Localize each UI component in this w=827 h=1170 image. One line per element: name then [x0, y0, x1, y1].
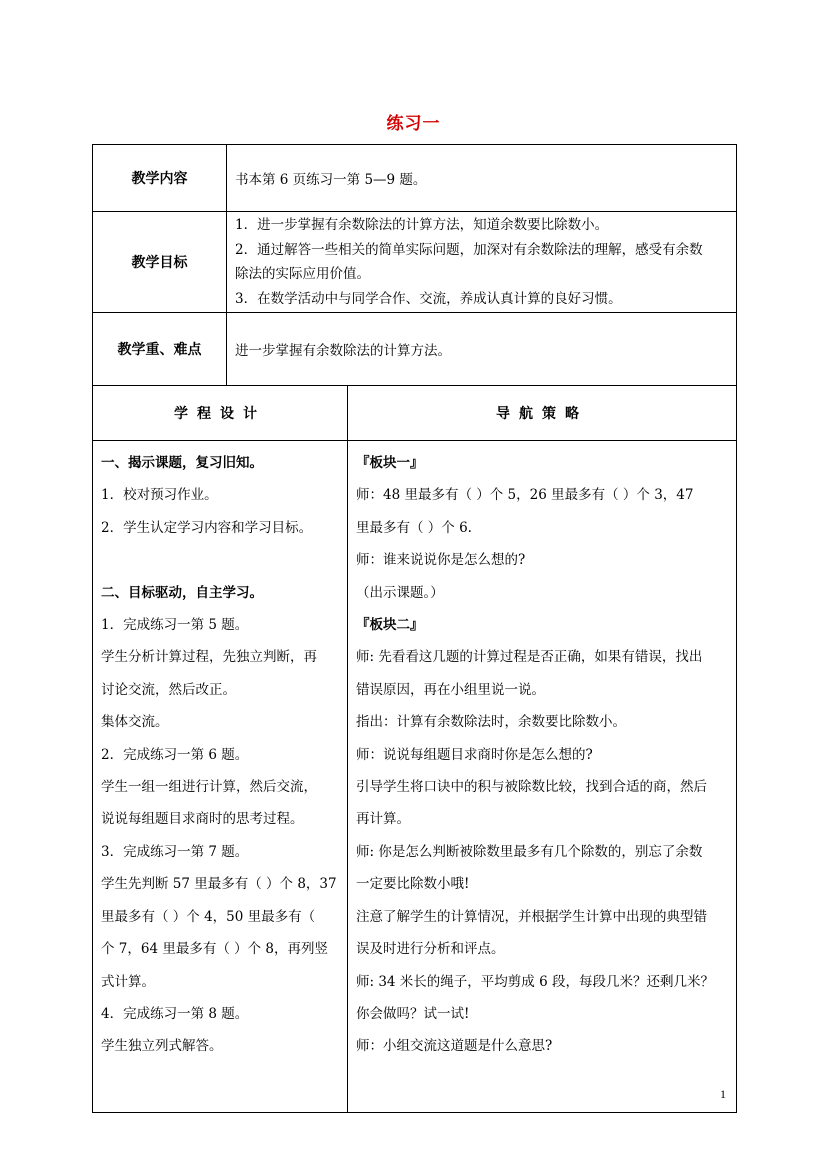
content-row: [93, 145, 737, 212]
goal-line: 1．进一步掌握有余数除法的计算方法，知道余数要比除数小。: [235, 217, 609, 233]
right-line: （出示课题。）: [356, 584, 444, 601]
left-line: 学生一组一组进行计算，然后交流，: [101, 779, 317, 796]
left-line: 式计算。: [101, 973, 155, 990]
goal-list: [227, 212, 737, 313]
left-line: 1．完成练习一第 5 题。: [101, 617, 249, 634]
section-heading: 一、揭示课题，复习旧知。: [101, 455, 263, 471]
left-line: 集体交流。: [101, 714, 169, 731]
key-text: 进一步掌握有余数除法的计算方法。: [227, 313, 737, 386]
goal-line: 3．在数学活动中与同学合作、交流，养成认真计算的良好习惯。: [235, 290, 622, 307]
content-text: 书本第 6 页练习一第 5—9 题。: [227, 145, 737, 212]
right-line: 师: 先看看这几题的计算过程是否正确，如果有错误，找出: [356, 649, 703, 666]
right-line: 一定要比除数小哦!: [356, 876, 470, 893]
right-line: 师: 34 米长的绳子，平均剪成 6 段，每段几米？还剩几米？: [356, 973, 714, 990]
lesson-info-table: [92, 144, 737, 386]
design-header-row: [93, 386, 737, 441]
page-number: 1: [720, 1087, 726, 1101]
left-line: 说说每组题目求商时的思考过程。: [101, 811, 304, 828]
right-line: 师：小组交流这道题是什么意思?: [356, 1038, 553, 1055]
goal-label: 教学目标: [93, 212, 227, 313]
right-line: 错误原因，再在小组里说一说。: [356, 681, 545, 698]
content-label: 教学内容: [93, 145, 227, 212]
left-line: 2．完成练习一第 6 题。: [101, 746, 249, 763]
block-heading: 『板块二』: [356, 617, 424, 634]
lesson-design-table: [92, 385, 737, 1113]
left-line: 4．完成练习一第 8 题。: [101, 1005, 249, 1022]
left-line: 里最多有（ ）个 4，50 里最多有（: [101, 908, 316, 925]
document-title: 练习一: [386, 114, 441, 134]
goal-row: [93, 212, 737, 313]
design-body-row: [93, 441, 737, 1113]
right-line: 指出：计算有余数除法时，余数要比除数小。: [356, 714, 626, 731]
left-line: 3．完成练习一第 7 题。: [101, 843, 249, 860]
right-line: 引导学生将口诀中的积与被除数比较，找到合适的商，然后: [356, 779, 707, 796]
goal-line: 2．通过解答一些相关的简单实际问题，加深对有余数除法的理解，感受有余数: [235, 241, 703, 258]
right-line: 师: 你是怎么判断被除数里最多有几个除数的，别忘了余数: [356, 843, 703, 860]
left-line: 学生分析计算过程，先独立判断，再: [101, 649, 317, 666]
right-line: 师：说说每组题目求商时你是怎么想的?: [356, 746, 593, 763]
left-column: [93, 441, 348, 1113]
left-line: 1．校对预习作业。: [101, 487, 218, 504]
right-line: 再计算。: [356, 811, 410, 828]
left-line: 2．学生认定学习内容和学习目标。: [101, 519, 313, 536]
goal-line: 除法的实际应用价值。: [235, 266, 370, 282]
key-row: [93, 313, 737, 386]
left-line: 学生先判断 57 里最多有（ ）个 8，37: [101, 876, 337, 893]
left-column-header: 学程设计: [93, 386, 348, 441]
right-line: 里最多有（ ）个 6.: [356, 519, 472, 536]
right-line: 你会做吗？试一试!: [356, 1005, 470, 1022]
right-column: [348, 441, 737, 1113]
right-line: 师：48 里最多有（ ）个 5，26 里最多有（ ）个 3，47: [356, 487, 694, 504]
right-line: 师：谁来说说你是怎么想的?: [356, 552, 526, 569]
block-heading: 『板块一』: [356, 455, 424, 471]
left-blank-line: [101, 544, 341, 576]
right-column-header: 导航策略: [348, 386, 737, 441]
key-label: 教学重、难点: [93, 313, 227, 386]
left-line: 讨论交流，然后改正。: [101, 681, 236, 698]
right-line: 注意了解学生的计算情况，并根据学生计算中出现的典型错: [356, 908, 707, 925]
right-line: 误及时进行分析和评点。: [356, 941, 505, 958]
left-line: 学生独立列式解答。: [101, 1038, 223, 1055]
section-heading: 二、目标驱动，自主学习。: [101, 584, 263, 601]
left-line: 个 7，64 里最多有（ ）个 8，再列竖: [101, 941, 329, 958]
